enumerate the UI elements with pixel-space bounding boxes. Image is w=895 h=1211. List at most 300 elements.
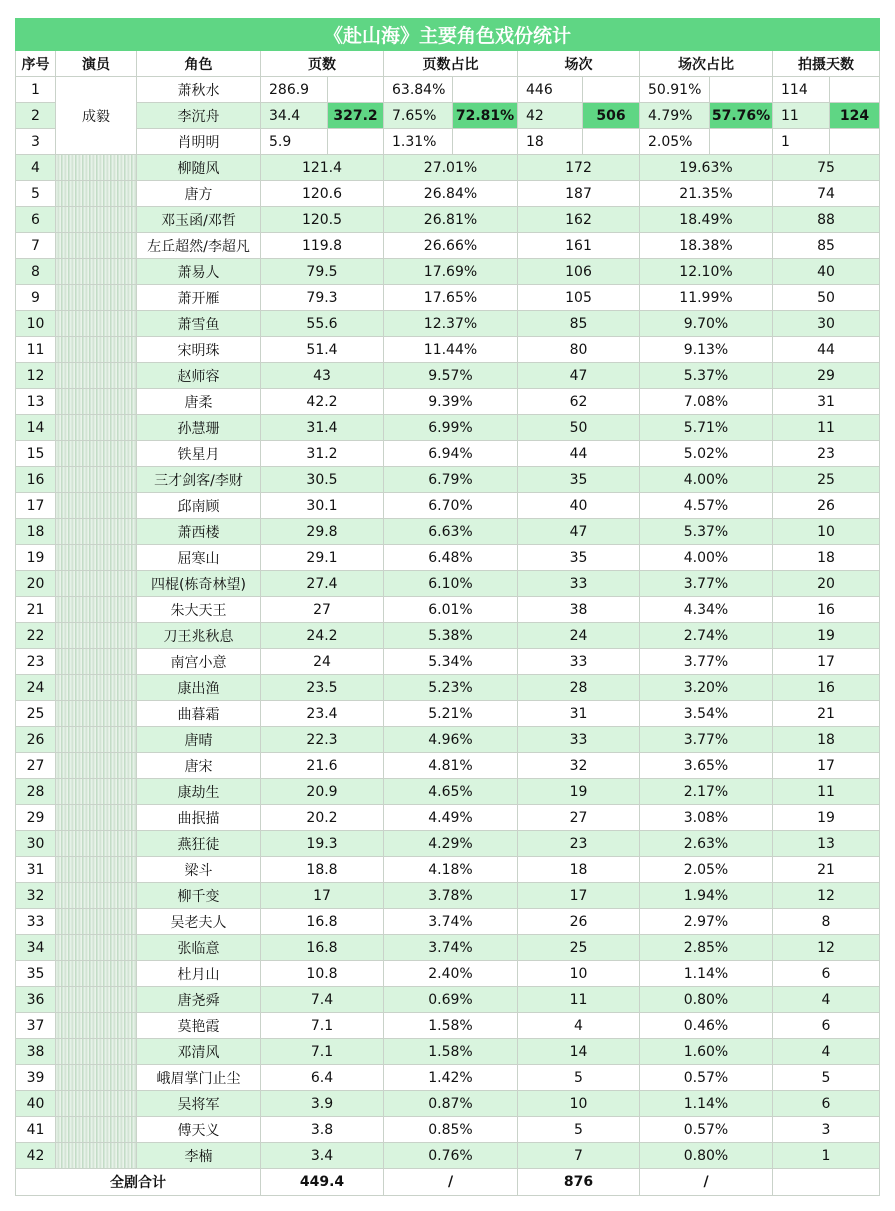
row-scenes: 10 — [518, 961, 640, 987]
row-pages: 31.4 — [261, 415, 384, 441]
row-days: 18 — [773, 727, 880, 753]
row-days: 16 — [773, 597, 880, 623]
row-page-ratio: 6.48% — [384, 545, 518, 571]
row-scenes: 24 — [518, 623, 640, 649]
table-row — [16, 493, 880, 519]
row-days: 11 — [773, 779, 880, 805]
actor-cell-blurred — [56, 519, 137, 545]
row-scenes: 7 — [518, 1143, 640, 1169]
row-pages: 23.4 — [261, 701, 384, 727]
row-scenes: 187 — [518, 181, 640, 207]
row-scene-ratio: 4.79% — [640, 103, 710, 129]
total-row — [16, 1169, 880, 1196]
row-index: 15 — [16, 441, 56, 467]
row-role: 唐宋 — [137, 753, 261, 779]
actor-cell-blurred — [56, 389, 137, 415]
row-page-ratio: 63.84% — [384, 77, 453, 103]
row-index: 2 — [16, 103, 56, 129]
table-row — [16, 337, 880, 363]
table-row — [16, 831, 880, 857]
row-pages: 27 — [261, 597, 384, 623]
row-page-ratio: 17.65% — [384, 285, 518, 311]
table-row — [16, 181, 880, 207]
table-row — [16, 675, 880, 701]
row-pages: 79.3 — [261, 285, 384, 311]
row-page-ratio: 7.65% — [384, 103, 453, 129]
row-days: 85 — [773, 233, 880, 259]
row-scene-ratio: 3.77% — [640, 649, 773, 675]
empty-cell — [328, 77, 384, 103]
row-role: 赵师容 — [137, 363, 261, 389]
row-scene-ratio: 11.99% — [640, 285, 773, 311]
row-pages: 21.6 — [261, 753, 384, 779]
actor-cell-blurred — [56, 233, 137, 259]
row-page-ratio: 17.69% — [384, 259, 518, 285]
row-index: 9 — [16, 285, 56, 311]
table-row — [16, 753, 880, 779]
row-scene-ratio: 9.70% — [640, 311, 773, 337]
row-scenes: 27 — [518, 805, 640, 831]
actor-cell-blurred — [56, 363, 137, 389]
row-days: 5 — [773, 1065, 880, 1091]
row-page-ratio: 26.66% — [384, 233, 518, 259]
row-index: 18 — [16, 519, 56, 545]
row-role: 邓玉函/邓哲 — [137, 207, 261, 233]
actor-cell-blurred — [56, 805, 137, 831]
row-scenes: 18 — [518, 129, 583, 155]
row-index: 37 — [16, 1013, 56, 1039]
row-pages: 30.5 — [261, 467, 384, 493]
header-days: 拍摄天数 — [773, 51, 880, 77]
row-pages: 17 — [261, 883, 384, 909]
row-pages: 30.1 — [261, 493, 384, 519]
row-scene-ratio: 4.00% — [640, 467, 773, 493]
row-scenes: 38 — [518, 597, 640, 623]
row-scenes: 28 — [518, 675, 640, 701]
row-days: 17 — [773, 649, 880, 675]
header-actor: 演员 — [56, 51, 137, 77]
row-scene-ratio: 1.14% — [640, 961, 773, 987]
row-pages: 120.5 — [261, 207, 384, 233]
row-role: 柳千变 — [137, 883, 261, 909]
table-row — [16, 623, 880, 649]
actor-cell-blurred — [56, 181, 137, 207]
row-scene-ratio: 5.71% — [640, 415, 773, 441]
row-role: 南宫小意 — [137, 649, 261, 675]
supporting-rows — [16, 155, 880, 1169]
row-role: 李楠 — [137, 1143, 261, 1169]
empty-cell — [583, 129, 640, 155]
table-row — [16, 935, 880, 961]
row-page-ratio: 4.96% — [384, 727, 518, 753]
row-role: 邱南顾 — [137, 493, 261, 519]
row-role: 杜月山 — [137, 961, 261, 987]
row-scene-ratio: 5.37% — [640, 519, 773, 545]
table-row — [16, 571, 880, 597]
row-days: 31 — [773, 389, 880, 415]
row-scenes: 172 — [518, 155, 640, 181]
row-scene-ratio: 3.54% — [640, 701, 773, 727]
row-scene-ratio: 9.13% — [640, 337, 773, 363]
row-page-ratio: 4.18% — [384, 857, 518, 883]
row-role: 铁星月 — [137, 441, 261, 467]
row-scenes: 33 — [518, 649, 640, 675]
row-days: 6 — [773, 1013, 880, 1039]
row-role: 刀王兆秋息 — [137, 623, 261, 649]
empty-cell — [328, 129, 384, 155]
table-row — [16, 727, 880, 753]
row-page-ratio: 0.69% — [384, 987, 518, 1013]
actor-cell-blurred — [56, 207, 137, 233]
empty-cell — [830, 77, 880, 103]
row-role: 李沉舟 — [137, 103, 261, 129]
table-row — [16, 1117, 880, 1143]
row-page-ratio: 4.81% — [384, 753, 518, 779]
row-scene-ratio: 18.38% — [640, 233, 773, 259]
row-days: 12 — [773, 883, 880, 909]
row-days: 29 — [773, 363, 880, 389]
total-label: 全剧合计 — [16, 1169, 261, 1196]
row-role: 肖明明 — [137, 129, 261, 155]
header-page-ratio: 页数占比 — [384, 51, 518, 77]
row-pages: 3.8 — [261, 1117, 384, 1143]
row-role: 邓清风 — [137, 1039, 261, 1065]
row-role: 唐尧舜 — [137, 987, 261, 1013]
row-index: 28 — [16, 779, 56, 805]
stats-table-container — [15, 18, 879, 1196]
row-index: 13 — [16, 389, 56, 415]
row-days: 21 — [773, 701, 880, 727]
row-days: 11 — [773, 415, 880, 441]
lead-row-3 — [16, 129, 880, 155]
row-index: 14 — [16, 415, 56, 441]
row-scene-ratio: 18.49% — [640, 207, 773, 233]
row-scenes: 32 — [518, 753, 640, 779]
row-scene-ratio: 0.57% — [640, 1065, 773, 1091]
row-index: 19 — [16, 545, 56, 571]
row-role: 左丘超然/李超凡 — [137, 233, 261, 259]
row-scenes: 446 — [518, 77, 583, 103]
empty-cell — [830, 129, 880, 155]
row-scenes: 85 — [518, 311, 640, 337]
table-row — [16, 857, 880, 883]
row-index: 33 — [16, 909, 56, 935]
row-scene-ratio: 3.77% — [640, 571, 773, 597]
row-page-ratio: 1.31% — [384, 129, 453, 155]
row-scene-ratio: 0.57% — [640, 1117, 773, 1143]
row-index: 11 — [16, 337, 56, 363]
row-days: 16 — [773, 675, 880, 701]
table-row — [16, 987, 880, 1013]
actor-cell-blurred — [56, 1039, 137, 1065]
table-row — [16, 779, 880, 805]
row-pages: 3.9 — [261, 1091, 384, 1117]
row-pages: 55.6 — [261, 311, 384, 337]
actor-cell-blurred — [56, 883, 137, 909]
row-pages: 29.1 — [261, 545, 384, 571]
row-pages: 22.3 — [261, 727, 384, 753]
row-index: 22 — [16, 623, 56, 649]
row-role: 三才剑客/李财 — [137, 467, 261, 493]
row-index: 30 — [16, 831, 56, 857]
row-scene-ratio: 2.17% — [640, 779, 773, 805]
row-pages: 119.8 — [261, 233, 384, 259]
row-days: 20 — [773, 571, 880, 597]
row-scenes: 18 — [518, 857, 640, 883]
row-pages: 121.4 — [261, 155, 384, 181]
row-scene-ratio: 2.74% — [640, 623, 773, 649]
row-role: 唐柔 — [137, 389, 261, 415]
row-page-ratio: 12.37% — [384, 311, 518, 337]
row-scenes: 105 — [518, 285, 640, 311]
actor-cell-blurred — [56, 935, 137, 961]
row-page-ratio: 6.79% — [384, 467, 518, 493]
row-page-ratio: 1.42% — [384, 1065, 518, 1091]
title-row — [16, 19, 880, 51]
actor-cell-blurred — [56, 987, 137, 1013]
row-scene-ratio: 50.91% — [640, 77, 710, 103]
row-scene-ratio: 4.34% — [640, 597, 773, 623]
empty-cell — [583, 77, 640, 103]
actor-cell-blurred — [56, 831, 137, 857]
row-scenes: 19 — [518, 779, 640, 805]
empty-cell — [453, 77, 518, 103]
row-page-ratio: 9.39% — [384, 389, 518, 415]
row-scene-ratio: 1.60% — [640, 1039, 773, 1065]
row-scenes: 4 — [518, 1013, 640, 1039]
row-scene-ratio: 2.63% — [640, 831, 773, 857]
row-pages: 29.8 — [261, 519, 384, 545]
row-page-ratio: 11.44% — [384, 337, 518, 363]
actor-cell-blurred — [56, 545, 137, 571]
row-scene-ratio: 0.80% — [640, 987, 773, 1013]
row-index: 21 — [16, 597, 56, 623]
row-scenes: 40 — [518, 493, 640, 519]
row-days: 3 — [773, 1117, 880, 1143]
row-page-ratio: 26.84% — [384, 181, 518, 207]
row-page-ratio: 4.29% — [384, 831, 518, 857]
actor-cell-blurred — [56, 1013, 137, 1039]
row-days: 26 — [773, 493, 880, 519]
row-page-ratio: 0.85% — [384, 1117, 518, 1143]
actor-cell-blurred — [56, 597, 137, 623]
row-index: 23 — [16, 649, 56, 675]
row-pages: 5.9 — [261, 129, 328, 155]
row-index: 20 — [16, 571, 56, 597]
actor-cell-blurred — [56, 571, 137, 597]
row-scenes: 33 — [518, 571, 640, 597]
total-page-ratio: / — [384, 1169, 518, 1196]
row-days: 88 — [773, 207, 880, 233]
row-days: 44 — [773, 337, 880, 363]
row-scenes: 26 — [518, 909, 640, 935]
row-days: 19 — [773, 623, 880, 649]
actor-cell-blurred — [56, 285, 137, 311]
row-scene-ratio: 5.02% — [640, 441, 773, 467]
row-pages: 120.6 — [261, 181, 384, 207]
table-row — [16, 545, 880, 571]
row-days: 23 — [773, 441, 880, 467]
row-index: 7 — [16, 233, 56, 259]
row-page-ratio: 0.76% — [384, 1143, 518, 1169]
row-pages: 20.9 — [261, 779, 384, 805]
row-scene-ratio: 5.37% — [640, 363, 773, 389]
row-scene-ratio: 1.14% — [640, 1091, 773, 1117]
row-scene-ratio: 3.08% — [640, 805, 773, 831]
row-scenes: 50 — [518, 415, 640, 441]
row-scenes: 10 — [518, 1091, 640, 1117]
row-scenes: 14 — [518, 1039, 640, 1065]
row-index: 16 — [16, 467, 56, 493]
row-role: 康劫生 — [137, 779, 261, 805]
row-page-ratio: 5.34% — [384, 649, 518, 675]
row-scene-ratio: 4.57% — [640, 493, 773, 519]
total-scenes: 876 — [518, 1169, 640, 1196]
table-row — [16, 805, 880, 831]
lead-row-1 — [16, 77, 880, 103]
row-days: 40 — [773, 259, 880, 285]
row-days: 19 — [773, 805, 880, 831]
row-index: 38 — [16, 1039, 56, 1065]
row-days: 8 — [773, 909, 880, 935]
actor-cell-blurred — [56, 441, 137, 467]
table-row — [16, 233, 880, 259]
row-index: 40 — [16, 1091, 56, 1117]
row-index: 35 — [16, 961, 56, 987]
actor-cell-blurred — [56, 753, 137, 779]
row-scene-ratio: 0.80% — [640, 1143, 773, 1169]
table-row — [16, 467, 880, 493]
table-row — [16, 597, 880, 623]
actor-cell-blurred — [56, 857, 137, 883]
row-scene-ratio: 7.08% — [640, 389, 773, 415]
row-days: 10 — [773, 519, 880, 545]
row-scenes: 5 — [518, 1117, 640, 1143]
row-scene-ratio: 3.65% — [640, 753, 773, 779]
row-scene-ratio: 12.10% — [640, 259, 773, 285]
row-index: 41 — [16, 1117, 56, 1143]
actor-cell-blurred — [56, 1065, 137, 1091]
lead-total-scene-ratio: 57.76% — [710, 103, 773, 129]
header-role: 角色 — [137, 51, 261, 77]
row-days: 17 — [773, 753, 880, 779]
row-role: 曲抿描 — [137, 805, 261, 831]
row-index: 27 — [16, 753, 56, 779]
row-page-ratio: 5.21% — [384, 701, 518, 727]
total-scene-ratio: / — [640, 1169, 773, 1196]
actor-cell-blurred — [56, 961, 137, 987]
row-scene-ratio: 4.00% — [640, 545, 773, 571]
row-scene-ratio: 19.63% — [640, 155, 773, 181]
row-scenes: 11 — [518, 987, 640, 1013]
row-scenes: 23 — [518, 831, 640, 857]
row-days: 13 — [773, 831, 880, 857]
row-role: 唐晴 — [137, 727, 261, 753]
row-days: 6 — [773, 961, 880, 987]
row-scenes: 35 — [518, 545, 640, 571]
row-role: 莫艳霞 — [137, 1013, 261, 1039]
table-row — [16, 363, 880, 389]
row-scenes: 31 — [518, 701, 640, 727]
row-days: 50 — [773, 285, 880, 311]
row-index: 1 — [16, 77, 56, 103]
actor-cell-blurred — [56, 1117, 137, 1143]
row-page-ratio: 6.94% — [384, 441, 518, 467]
row-pages: 34.4 — [261, 103, 328, 129]
row-scene-ratio: 3.77% — [640, 727, 773, 753]
row-page-ratio: 1.58% — [384, 1039, 518, 1065]
row-index: 32 — [16, 883, 56, 909]
row-page-ratio: 6.99% — [384, 415, 518, 441]
actor-cell-blurred — [56, 675, 137, 701]
row-scenes: 162 — [518, 207, 640, 233]
row-pages: 18.8 — [261, 857, 384, 883]
role-stats-table — [15, 18, 880, 1196]
row-scene-ratio: 21.35% — [640, 181, 773, 207]
row-days: 30 — [773, 311, 880, 337]
row-index: 24 — [16, 675, 56, 701]
empty-cell — [710, 77, 773, 103]
row-role: 朱大天王 — [137, 597, 261, 623]
row-scenes: 47 — [518, 519, 640, 545]
row-index: 17 — [16, 493, 56, 519]
row-role: 孙慧珊 — [137, 415, 261, 441]
row-days: 75 — [773, 155, 880, 181]
row-role: 柳随风 — [137, 155, 261, 181]
row-scenes: 17 — [518, 883, 640, 909]
row-role: 屈寒山 — [137, 545, 261, 571]
header-index: 序号 — [16, 51, 56, 77]
row-pages: 7.1 — [261, 1013, 384, 1039]
row-page-ratio: 27.01% — [384, 155, 518, 181]
row-scenes: 161 — [518, 233, 640, 259]
row-days: 11 — [773, 103, 830, 129]
row-index: 10 — [16, 311, 56, 337]
row-scene-ratio: 0.46% — [640, 1013, 773, 1039]
row-page-ratio: 5.23% — [384, 675, 518, 701]
row-scene-ratio: 1.94% — [640, 883, 773, 909]
row-page-ratio: 6.63% — [384, 519, 518, 545]
total-days — [773, 1169, 880, 1196]
row-role: 傅天义 — [137, 1117, 261, 1143]
row-role: 萧易人 — [137, 259, 261, 285]
table-row — [16, 1143, 880, 1169]
row-index: 12 — [16, 363, 56, 389]
row-index: 8 — [16, 259, 56, 285]
row-index: 6 — [16, 207, 56, 233]
lead-actor-name: 成毅 — [56, 77, 137, 155]
row-scene-ratio: 2.05% — [640, 129, 710, 155]
row-pages: 16.8 — [261, 935, 384, 961]
row-role: 宋明珠 — [137, 337, 261, 363]
row-pages: 43 — [261, 363, 384, 389]
table-row — [16, 1039, 880, 1065]
row-days: 6 — [773, 1091, 880, 1117]
row-pages: 79.5 — [261, 259, 384, 285]
actor-cell-blurred — [56, 649, 137, 675]
empty-cell — [710, 129, 773, 155]
row-scene-ratio: 2.97% — [640, 909, 773, 935]
row-scenes: 25 — [518, 935, 640, 961]
row-role: 吴将军 — [137, 1091, 261, 1117]
row-index: 29 — [16, 805, 56, 831]
header-row — [16, 51, 880, 77]
row-pages: 42.2 — [261, 389, 384, 415]
table-row — [16, 285, 880, 311]
row-page-ratio: 6.01% — [384, 597, 518, 623]
table-row — [16, 1065, 880, 1091]
row-page-ratio: 2.40% — [384, 961, 518, 987]
